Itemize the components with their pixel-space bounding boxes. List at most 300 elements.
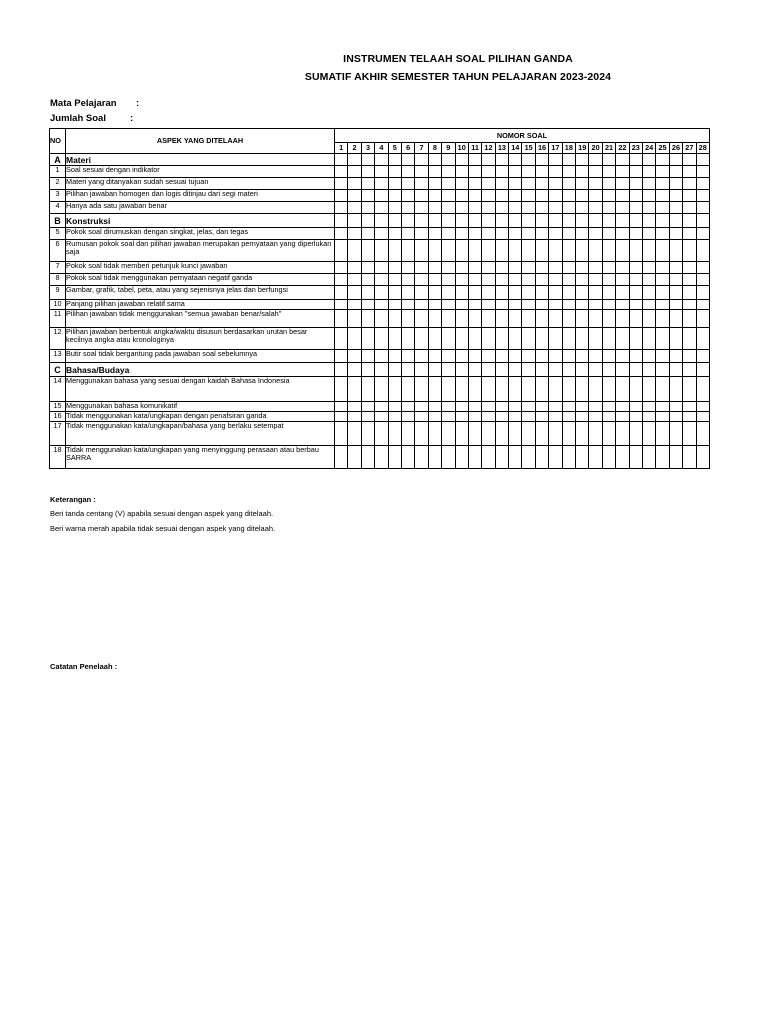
check-cell[interactable]	[696, 350, 709, 363]
check-cell[interactable]	[388, 178, 401, 190]
check-cell[interactable]	[415, 274, 428, 286]
check-cell[interactable]	[375, 166, 388, 178]
check-cell[interactable]	[535, 422, 548, 446]
check-cell[interactable]	[642, 228, 655, 240]
check-cell[interactable]	[361, 286, 374, 300]
check-cell[interactable]	[361, 300, 374, 310]
check-cell[interactable]	[455, 422, 468, 446]
check-cell[interactable]	[576, 328, 589, 350]
check-cell[interactable]	[535, 446, 548, 469]
check-cell[interactable]	[576, 240, 589, 262]
check-cell[interactable]	[495, 178, 508, 190]
check-cell[interactable]	[428, 166, 441, 178]
check-cell[interactable]	[468, 190, 481, 202]
check-cell[interactable]	[576, 166, 589, 178]
check-cell[interactable]	[428, 202, 441, 214]
check-cell[interactable]	[468, 446, 481, 469]
check-cell[interactable]	[696, 190, 709, 202]
check-cell[interactable]	[495, 274, 508, 286]
check-cell[interactable]	[468, 166, 481, 178]
check-cell[interactable]	[589, 446, 602, 469]
check-cell[interactable]	[455, 402, 468, 412]
check-cell[interactable]	[642, 154, 655, 166]
check-cell[interactable]	[335, 377, 348, 402]
check-cell[interactable]	[375, 300, 388, 310]
check-cell[interactable]	[535, 402, 548, 412]
check-cell[interactable]	[375, 274, 388, 286]
check-cell[interactable]	[629, 402, 642, 412]
check-cell[interactable]	[428, 328, 441, 350]
check-cell[interactable]	[549, 402, 562, 412]
check-cell[interactable]	[616, 240, 629, 262]
check-cell[interactable]	[522, 274, 535, 286]
check-cell[interactable]	[562, 214, 575, 228]
check-cell[interactable]	[669, 274, 682, 286]
check-cell[interactable]	[442, 377, 455, 402]
check-cell[interactable]	[535, 363, 548, 377]
check-cell[interactable]	[589, 402, 602, 412]
check-cell[interactable]	[455, 377, 468, 402]
check-cell[interactable]	[629, 202, 642, 214]
check-cell[interactable]	[629, 422, 642, 446]
check-cell[interactable]	[669, 412, 682, 422]
check-cell[interactable]	[602, 274, 615, 286]
check-cell[interactable]	[509, 286, 522, 300]
check-cell[interactable]	[683, 154, 696, 166]
check-cell[interactable]	[375, 412, 388, 422]
check-cell[interactable]	[683, 214, 696, 228]
check-cell[interactable]	[428, 412, 441, 422]
check-cell[interactable]	[348, 214, 361, 228]
check-cell[interactable]	[535, 214, 548, 228]
check-cell[interactable]	[522, 240, 535, 262]
check-cell[interactable]	[442, 446, 455, 469]
check-cell[interactable]	[495, 310, 508, 328]
check-cell[interactable]	[669, 446, 682, 469]
check-cell[interactable]	[375, 350, 388, 363]
check-cell[interactable]	[335, 422, 348, 446]
check-cell[interactable]	[522, 300, 535, 310]
check-cell[interactable]	[388, 377, 401, 402]
check-cell[interactable]	[616, 310, 629, 328]
check-cell[interactable]	[388, 446, 401, 469]
check-cell[interactable]	[442, 178, 455, 190]
check-cell[interactable]	[562, 328, 575, 350]
check-cell[interactable]	[335, 286, 348, 300]
check-cell[interactable]	[388, 286, 401, 300]
check-cell[interactable]	[562, 300, 575, 310]
check-cell[interactable]	[522, 286, 535, 300]
check-cell[interactable]	[576, 178, 589, 190]
check-cell[interactable]	[656, 350, 669, 363]
check-cell[interactable]	[549, 154, 562, 166]
check-cell[interactable]	[468, 363, 481, 377]
check-cell[interactable]	[602, 262, 615, 274]
check-cell[interactable]	[616, 377, 629, 402]
check-cell[interactable]	[616, 178, 629, 190]
check-cell[interactable]	[602, 363, 615, 377]
check-cell[interactable]	[375, 402, 388, 412]
check-cell[interactable]	[589, 262, 602, 274]
check-cell[interactable]	[348, 328, 361, 350]
check-cell[interactable]	[509, 178, 522, 190]
check-cell[interactable]	[683, 350, 696, 363]
check-cell[interactable]	[388, 154, 401, 166]
check-cell[interactable]	[375, 178, 388, 190]
check-cell[interactable]	[549, 363, 562, 377]
check-cell[interactable]	[669, 422, 682, 446]
check-cell[interactable]	[442, 274, 455, 286]
check-cell[interactable]	[616, 274, 629, 286]
check-cell[interactable]	[495, 363, 508, 377]
check-cell[interactable]	[388, 214, 401, 228]
check-cell[interactable]	[482, 240, 495, 262]
check-cell[interactable]	[642, 202, 655, 214]
check-cell[interactable]	[522, 402, 535, 412]
check-cell[interactable]	[428, 300, 441, 310]
check-cell[interactable]	[562, 412, 575, 422]
check-cell[interactable]	[348, 363, 361, 377]
check-cell[interactable]	[428, 286, 441, 300]
check-cell[interactable]	[576, 363, 589, 377]
check-cell[interactable]	[468, 328, 481, 350]
check-cell[interactable]	[616, 262, 629, 274]
check-cell[interactable]	[656, 262, 669, 274]
check-cell[interactable]	[616, 202, 629, 214]
check-cell[interactable]	[468, 262, 481, 274]
check-cell[interactable]	[696, 240, 709, 262]
check-cell[interactable]	[415, 190, 428, 202]
check-cell[interactable]	[616, 350, 629, 363]
check-cell[interactable]	[428, 377, 441, 402]
check-cell[interactable]	[629, 262, 642, 274]
check-cell[interactable]	[335, 310, 348, 328]
check-cell[interactable]	[629, 363, 642, 377]
check-cell[interactable]	[535, 202, 548, 214]
check-cell[interactable]	[642, 166, 655, 178]
check-cell[interactable]	[482, 262, 495, 274]
check-cell[interactable]	[642, 240, 655, 262]
check-cell[interactable]	[562, 178, 575, 190]
check-cell[interactable]	[482, 178, 495, 190]
check-cell[interactable]	[335, 350, 348, 363]
check-cell[interactable]	[576, 422, 589, 446]
check-cell[interactable]	[495, 228, 508, 240]
check-cell[interactable]	[482, 412, 495, 422]
check-cell[interactable]	[629, 166, 642, 178]
check-cell[interactable]	[401, 412, 414, 422]
check-cell[interactable]	[522, 190, 535, 202]
check-cell[interactable]	[442, 202, 455, 214]
check-cell[interactable]	[669, 363, 682, 377]
check-cell[interactable]	[468, 412, 481, 422]
check-cell[interactable]	[482, 166, 495, 178]
check-cell[interactable]	[442, 166, 455, 178]
check-cell[interactable]	[361, 190, 374, 202]
check-cell[interactable]	[401, 402, 414, 412]
check-cell[interactable]	[535, 154, 548, 166]
check-cell[interactable]	[428, 214, 441, 228]
check-cell[interactable]	[509, 446, 522, 469]
check-cell[interactable]	[696, 214, 709, 228]
check-cell[interactable]	[388, 202, 401, 214]
check-cell[interactable]	[522, 422, 535, 446]
check-cell[interactable]	[375, 262, 388, 274]
check-cell[interactable]	[348, 178, 361, 190]
check-cell[interactable]	[375, 202, 388, 214]
check-cell[interactable]	[415, 402, 428, 412]
check-cell[interactable]	[602, 228, 615, 240]
check-cell[interactable]	[683, 202, 696, 214]
check-cell[interactable]	[549, 202, 562, 214]
check-cell[interactable]	[401, 377, 414, 402]
check-cell[interactable]	[375, 154, 388, 166]
check-cell[interactable]	[549, 300, 562, 310]
check-cell[interactable]	[696, 228, 709, 240]
check-cell[interactable]	[361, 350, 374, 363]
check-cell[interactable]	[348, 422, 361, 446]
check-cell[interactable]	[495, 154, 508, 166]
check-cell[interactable]	[683, 363, 696, 377]
check-cell[interactable]	[468, 402, 481, 412]
check-cell[interactable]	[589, 202, 602, 214]
check-cell[interactable]	[669, 154, 682, 166]
check-cell[interactable]	[562, 310, 575, 328]
check-cell[interactable]	[642, 377, 655, 402]
check-cell[interactable]	[629, 240, 642, 262]
check-cell[interactable]	[602, 377, 615, 402]
check-cell[interactable]	[535, 300, 548, 310]
check-cell[interactable]	[468, 350, 481, 363]
check-cell[interactable]	[589, 274, 602, 286]
check-cell[interactable]	[696, 422, 709, 446]
check-cell[interactable]	[335, 202, 348, 214]
check-cell[interactable]	[656, 274, 669, 286]
check-cell[interactable]	[415, 214, 428, 228]
check-cell[interactable]	[428, 228, 441, 240]
check-cell[interactable]	[683, 262, 696, 274]
check-cell[interactable]	[442, 154, 455, 166]
check-cell[interactable]	[642, 350, 655, 363]
check-cell[interactable]	[669, 350, 682, 363]
check-cell[interactable]	[522, 328, 535, 350]
check-cell[interactable]	[375, 310, 388, 328]
check-cell[interactable]	[683, 274, 696, 286]
check-cell[interactable]	[428, 154, 441, 166]
check-cell[interactable]	[562, 274, 575, 286]
check-cell[interactable]	[361, 402, 374, 412]
check-cell[interactable]	[642, 328, 655, 350]
check-cell[interactable]	[589, 240, 602, 262]
check-cell[interactable]	[401, 214, 414, 228]
check-cell[interactable]	[482, 402, 495, 412]
check-cell[interactable]	[335, 446, 348, 469]
check-cell[interactable]	[468, 310, 481, 328]
check-cell[interactable]	[495, 262, 508, 274]
check-cell[interactable]	[629, 190, 642, 202]
check-cell[interactable]	[616, 228, 629, 240]
check-cell[interactable]	[348, 274, 361, 286]
check-cell[interactable]	[696, 412, 709, 422]
check-cell[interactable]	[522, 166, 535, 178]
check-cell[interactable]	[669, 240, 682, 262]
check-cell[interactable]	[535, 377, 548, 402]
check-cell[interactable]	[401, 300, 414, 310]
check-cell[interactable]	[562, 446, 575, 469]
check-cell[interactable]	[683, 377, 696, 402]
check-cell[interactable]	[442, 300, 455, 310]
check-cell[interactable]	[415, 412, 428, 422]
check-cell[interactable]	[589, 286, 602, 300]
check-cell[interactable]	[468, 202, 481, 214]
check-cell[interactable]	[482, 422, 495, 446]
check-cell[interactable]	[348, 154, 361, 166]
check-cell[interactable]	[361, 166, 374, 178]
check-cell[interactable]	[495, 402, 508, 412]
check-cell[interactable]	[361, 154, 374, 166]
check-cell[interactable]	[562, 402, 575, 412]
check-cell[interactable]	[602, 178, 615, 190]
check-cell[interactable]	[509, 377, 522, 402]
check-cell[interactable]	[509, 328, 522, 350]
check-cell[interactable]	[629, 178, 642, 190]
check-cell[interactable]	[509, 350, 522, 363]
check-cell[interactable]	[495, 412, 508, 422]
check-cell[interactable]	[509, 274, 522, 286]
check-cell[interactable]	[535, 350, 548, 363]
check-cell[interactable]	[589, 300, 602, 310]
check-cell[interactable]	[589, 363, 602, 377]
check-cell[interactable]	[696, 286, 709, 300]
check-cell[interactable]	[375, 377, 388, 402]
check-cell[interactable]	[495, 377, 508, 402]
check-cell[interactable]	[535, 240, 548, 262]
check-cell[interactable]	[522, 412, 535, 422]
check-cell[interactable]	[401, 422, 414, 446]
check-cell[interactable]	[468, 240, 481, 262]
check-cell[interactable]	[656, 190, 669, 202]
check-cell[interactable]	[375, 286, 388, 300]
check-cell[interactable]	[535, 286, 548, 300]
check-cell[interactable]	[683, 412, 696, 422]
check-cell[interactable]	[442, 310, 455, 328]
check-cell[interactable]	[509, 422, 522, 446]
check-cell[interactable]	[348, 262, 361, 274]
check-cell[interactable]	[669, 300, 682, 310]
check-cell[interactable]	[348, 402, 361, 412]
check-cell[interactable]	[522, 363, 535, 377]
check-cell[interactable]	[415, 363, 428, 377]
check-cell[interactable]	[482, 286, 495, 300]
check-cell[interactable]	[415, 377, 428, 402]
check-cell[interactable]	[696, 328, 709, 350]
check-cell[interactable]	[509, 228, 522, 240]
check-cell[interactable]	[509, 363, 522, 377]
check-cell[interactable]	[629, 274, 642, 286]
check-cell[interactable]	[335, 166, 348, 178]
check-cell[interactable]	[656, 214, 669, 228]
check-cell[interactable]	[468, 377, 481, 402]
check-cell[interactable]	[509, 240, 522, 262]
check-cell[interactable]	[482, 363, 495, 377]
check-cell[interactable]	[683, 166, 696, 178]
check-cell[interactable]	[455, 190, 468, 202]
check-cell[interactable]	[656, 228, 669, 240]
check-cell[interactable]	[629, 154, 642, 166]
check-cell[interactable]	[576, 202, 589, 214]
check-cell[interactable]	[562, 190, 575, 202]
check-cell[interactable]	[696, 274, 709, 286]
check-cell[interactable]	[642, 446, 655, 469]
check-cell[interactable]	[361, 202, 374, 214]
check-cell[interactable]	[576, 310, 589, 328]
check-cell[interactable]	[549, 178, 562, 190]
check-cell[interactable]	[576, 228, 589, 240]
check-cell[interactable]	[495, 422, 508, 446]
check-cell[interactable]	[348, 190, 361, 202]
check-cell[interactable]	[482, 377, 495, 402]
check-cell[interactable]	[455, 214, 468, 228]
check-cell[interactable]	[455, 262, 468, 274]
check-cell[interactable]	[415, 202, 428, 214]
check-cell[interactable]	[442, 190, 455, 202]
check-cell[interactable]	[656, 154, 669, 166]
check-cell[interactable]	[401, 154, 414, 166]
check-cell[interactable]	[683, 402, 696, 412]
check-cell[interactable]	[562, 377, 575, 402]
check-cell[interactable]	[535, 228, 548, 240]
check-cell[interactable]	[388, 300, 401, 310]
check-cell[interactable]	[455, 274, 468, 286]
check-cell[interactable]	[442, 262, 455, 274]
check-cell[interactable]	[415, 228, 428, 240]
check-cell[interactable]	[335, 178, 348, 190]
check-cell[interactable]	[629, 228, 642, 240]
check-cell[interactable]	[401, 178, 414, 190]
check-cell[interactable]	[669, 310, 682, 328]
check-cell[interactable]	[656, 377, 669, 402]
check-cell[interactable]	[535, 310, 548, 328]
check-cell[interactable]	[576, 214, 589, 228]
check-cell[interactable]	[375, 328, 388, 350]
check-cell[interactable]	[522, 262, 535, 274]
check-cell[interactable]	[669, 190, 682, 202]
check-cell[interactable]	[495, 190, 508, 202]
check-cell[interactable]	[616, 422, 629, 446]
check-cell[interactable]	[562, 286, 575, 300]
check-cell[interactable]	[415, 422, 428, 446]
check-cell[interactable]	[495, 166, 508, 178]
check-cell[interactable]	[522, 178, 535, 190]
check-cell[interactable]	[629, 310, 642, 328]
check-cell[interactable]	[656, 328, 669, 350]
check-cell[interactable]	[669, 178, 682, 190]
check-cell[interactable]	[348, 240, 361, 262]
check-cell[interactable]	[576, 300, 589, 310]
check-cell[interactable]	[361, 328, 374, 350]
check-cell[interactable]	[482, 274, 495, 286]
check-cell[interactable]	[455, 154, 468, 166]
check-cell[interactable]	[455, 202, 468, 214]
check-cell[interactable]	[442, 328, 455, 350]
check-cell[interactable]	[683, 328, 696, 350]
check-cell[interactable]	[669, 214, 682, 228]
check-cell[interactable]	[562, 228, 575, 240]
check-cell[interactable]	[562, 262, 575, 274]
check-cell[interactable]	[348, 377, 361, 402]
check-cell[interactable]	[361, 422, 374, 446]
check-cell[interactable]	[361, 274, 374, 286]
